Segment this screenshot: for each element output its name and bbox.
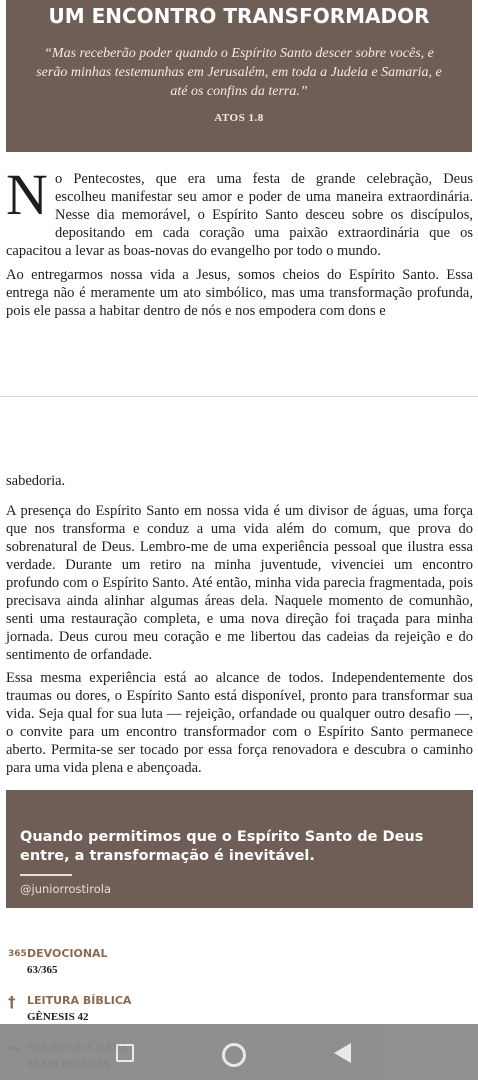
highlight-quote-box bbox=[6, 790, 473, 908]
page-title: UM ENCONTRO TRANSFORMADOR bbox=[48, 4, 430, 28]
text-line: Nesse dia memorável, o Espírito Santo desceu sobre os discípulos, bbox=[55, 207, 473, 223]
verse-line: serão minhas testemunhas em Jerusalém, em toda a Judeia e Samaria, e bbox=[36, 65, 442, 80]
paragraph-2-continued: sabedoria. bbox=[6, 473, 66, 489]
verse-reference: ATOS 1.8 bbox=[214, 112, 264, 124]
calendar-365-icon: 365 bbox=[8, 949, 27, 959]
header-banner bbox=[6, 0, 472, 152]
quote-author: @juniorrostirola bbox=[20, 882, 111, 896]
paragraph-4: Essa mesma experiência está ao alcance de todos. Independentemente dos traumas ou dores, o Espírito Santo está disponível, pronto para transformar sua vida. Seja qual for sua luta — rejeição, orfandade ou qualquer outro desafio —, o convite para um encontro transformador com o Espírito Santo permanece aberto. Permita-se ser tocado por essa força renovadora e descubra o caminho para uma vida plena e abençoada. bbox=[6, 670, 473, 776]
text-line: o Pentecostes, que era uma festa de grande celebração, Deus bbox=[55, 171, 473, 187]
paragraph-1-top bbox=[55, 170, 473, 242]
leitura-label: LEITURA BÍBLICA bbox=[27, 994, 132, 1007]
recent-apps-button[interactable] bbox=[116, 1044, 134, 1062]
leitura-value: GÊNESIS 42 bbox=[27, 1011, 89, 1023]
text-line: escolheu manifestar seu amor e poder de uma maneira extraordinária. bbox=[55, 189, 473, 205]
drop-cap: N bbox=[6, 162, 48, 227]
home-button[interactable] bbox=[222, 1043, 246, 1067]
devocional-value: 63/365 bbox=[27, 964, 58, 976]
devocional-label: DEVOCIONAL bbox=[27, 947, 108, 960]
system-nav-bar bbox=[0, 1024, 478, 1080]
page-divider bbox=[0, 396, 478, 397]
cross-icon: † bbox=[8, 993, 16, 1011]
paragraph-3: A presença do Espírito Santo em nossa vida é um divisor de águas, uma força que nos transforma e conduz a uma vida além do comum, que prova do sobrenatural de Deus. Lembro-me de uma experiência pessoal que ilustra essa verdade. Durante um retiro na minha juventude, vivenciei um encontro profundo com o Espírito Santo. Até então, minha vida parecia fragmentada, pois precisava ainda alinhar algumas áreas dela. Naquele momento de comunhão, senti uma restauração completa, e uma nova direção foi traçada para minha jornada. Deus curou meu coração e me libertou das cadeias da rejeição e do sentimento de orfandade. bbox=[6, 503, 473, 663]
text-line: depositando em cada coração uma paixão extraordinária que os bbox=[55, 225, 473, 241]
paragraph-2: Ao entregarmos nossa vida a Jesus, somos cheios do Espírito Santo. Essa entrega não é meramente um ato simbólico, mas uma transformação profunda, pois ele passa a habitar dentro de nós e nos empodera com dons e bbox=[6, 267, 473, 319]
verse-line: até os confins da terra.” bbox=[170, 84, 308, 99]
verse-quote bbox=[20, 44, 458, 101]
paragraph-1-end: capacitou a levar as boas-novas do evangelho por todo o mundo. bbox=[6, 243, 381, 259]
back-button[interactable] bbox=[334, 1043, 351, 1063]
highlight-quote-text: Quando permitimos que o Espírito Santo de Deus entre, a transformação é inevitável. bbox=[20, 829, 424, 864]
quote-divider bbox=[20, 874, 72, 876]
verse-line: “Mas receberão poder quando o Espírito Santo descer sobre vocês, e bbox=[44, 46, 434, 61]
